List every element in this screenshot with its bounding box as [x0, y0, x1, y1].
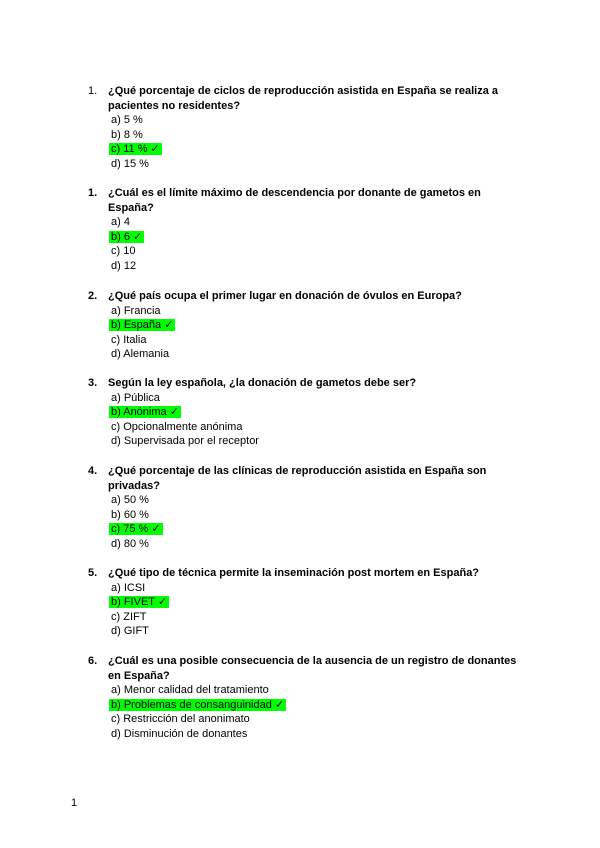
question-heading	[88, 376, 518, 391]
question-block	[88, 186, 518, 274]
question-number: 1.	[88, 187, 98, 199]
option	[109, 215, 518, 230]
option-text: c) 10	[111, 245, 136, 258]
option	[109, 259, 518, 274]
question-text: ¿Qué porcentaje de ciclos de reproducción asistida en España se realiza a pacientes no residentes?	[108, 85, 499, 112]
option	[109, 244, 518, 259]
correct-option	[109, 405, 518, 420]
option-text: b) 6 ✓	[111, 230, 143, 243]
question-heading	[88, 84, 518, 113]
question-text: ¿Cuál es el límite máximo de descendencia por donante de gametos en España?	[108, 187, 481, 214]
option-text: b) 8 %	[111, 128, 143, 141]
option	[109, 493, 518, 508]
option-text: a) 5 %	[111, 114, 143, 127]
option	[109, 391, 518, 406]
option	[109, 128, 518, 143]
option-text: b) Problemas de consanguinidad ✓	[111, 698, 285, 711]
option-text: b) Anónima ✓	[111, 406, 179, 419]
option	[109, 537, 518, 552]
option	[109, 727, 518, 742]
question-number: 6.	[88, 655, 98, 667]
correct-option	[109, 142, 518, 157]
correct-option	[109, 318, 518, 333]
question-block	[88, 566, 518, 639]
option-text: a) Menor calidad del tratamiento	[111, 684, 269, 697]
option	[109, 347, 518, 362]
question-block	[88, 84, 518, 172]
option	[109, 581, 518, 596]
option	[109, 508, 518, 523]
option-text: c) 75 % ✓	[111, 523, 161, 536]
question-block	[88, 289, 518, 362]
option	[109, 683, 518, 698]
option-text: b) FIVET ✓	[111, 596, 168, 609]
option	[109, 434, 518, 449]
question-number: 3.	[88, 377, 98, 389]
question-block	[88, 654, 518, 742]
question-block	[88, 376, 518, 449]
option	[109, 420, 518, 435]
correct-option	[109, 595, 518, 610]
option-text: c) 11 % ✓	[111, 143, 160, 156]
question-number: 5.	[88, 567, 98, 579]
option-text: d) 80 %	[111, 537, 149, 550]
option-text: a) 4	[111, 216, 130, 229]
option	[109, 712, 518, 727]
correct-option	[109, 522, 518, 537]
question-block	[88, 464, 518, 552]
option	[109, 157, 518, 172]
question-text: ¿Qué tipo de técnica permite la inseminación post mortem en España?	[108, 567, 480, 579]
option-text: d) 12	[111, 259, 137, 272]
option	[109, 624, 518, 639]
correct-option	[109, 698, 518, 713]
option-text: d) Supervisada por el receptor	[111, 435, 259, 448]
question-text: ¿Cuál es una posible consecuencia de la ausencia de un registro de donantes en España?	[108, 655, 517, 682]
option-text: a) Pública	[111, 391, 160, 404]
option-text: c) Opcionalmente anónima	[111, 420, 243, 433]
option-text: d) GIFT	[111, 625, 149, 638]
option	[109, 113, 518, 128]
page-number: 1	[71, 797, 78, 809]
option-text: c) Restricción del anonimato	[111, 713, 250, 726]
option-text: c) Italia	[111, 333, 147, 346]
option-text: b) 60 %	[111, 508, 149, 521]
question-heading	[88, 186, 518, 215]
question-heading	[88, 566, 518, 581]
question-heading	[88, 464, 518, 493]
option	[109, 333, 518, 348]
question-text: ¿Qué porcentaje de las clínicas de reproducción asistida en España son privadas?	[108, 465, 487, 492]
option-text: b) España ✓	[111, 319, 174, 332]
option-text: a) ICSI	[111, 581, 146, 594]
correct-option	[109, 230, 518, 245]
question-number: 1.	[88, 85, 98, 97]
option-text: d) 15 %	[111, 157, 149, 170]
question-text: ¿Qué país ocupa el primer lugar en donación de óvulos en Europa?	[108, 290, 462, 302]
option-text: a) 50 %	[111, 494, 149, 507]
question-heading	[88, 654, 518, 683]
question-number: 4.	[88, 465, 98, 477]
question-heading	[88, 289, 518, 304]
option-text: d) Alemania	[111, 348, 170, 361]
option-text: d) Disminución de donantes	[111, 727, 248, 740]
option-text: a) Francia	[111, 304, 161, 317]
option	[109, 610, 518, 625]
question-text: Según la ley española, ¿la donación de gametos debe ser?	[108, 377, 417, 389]
option	[109, 304, 518, 319]
question-number: 2.	[88, 290, 98, 302]
option-text: c) ZIFT	[111, 610, 147, 623]
